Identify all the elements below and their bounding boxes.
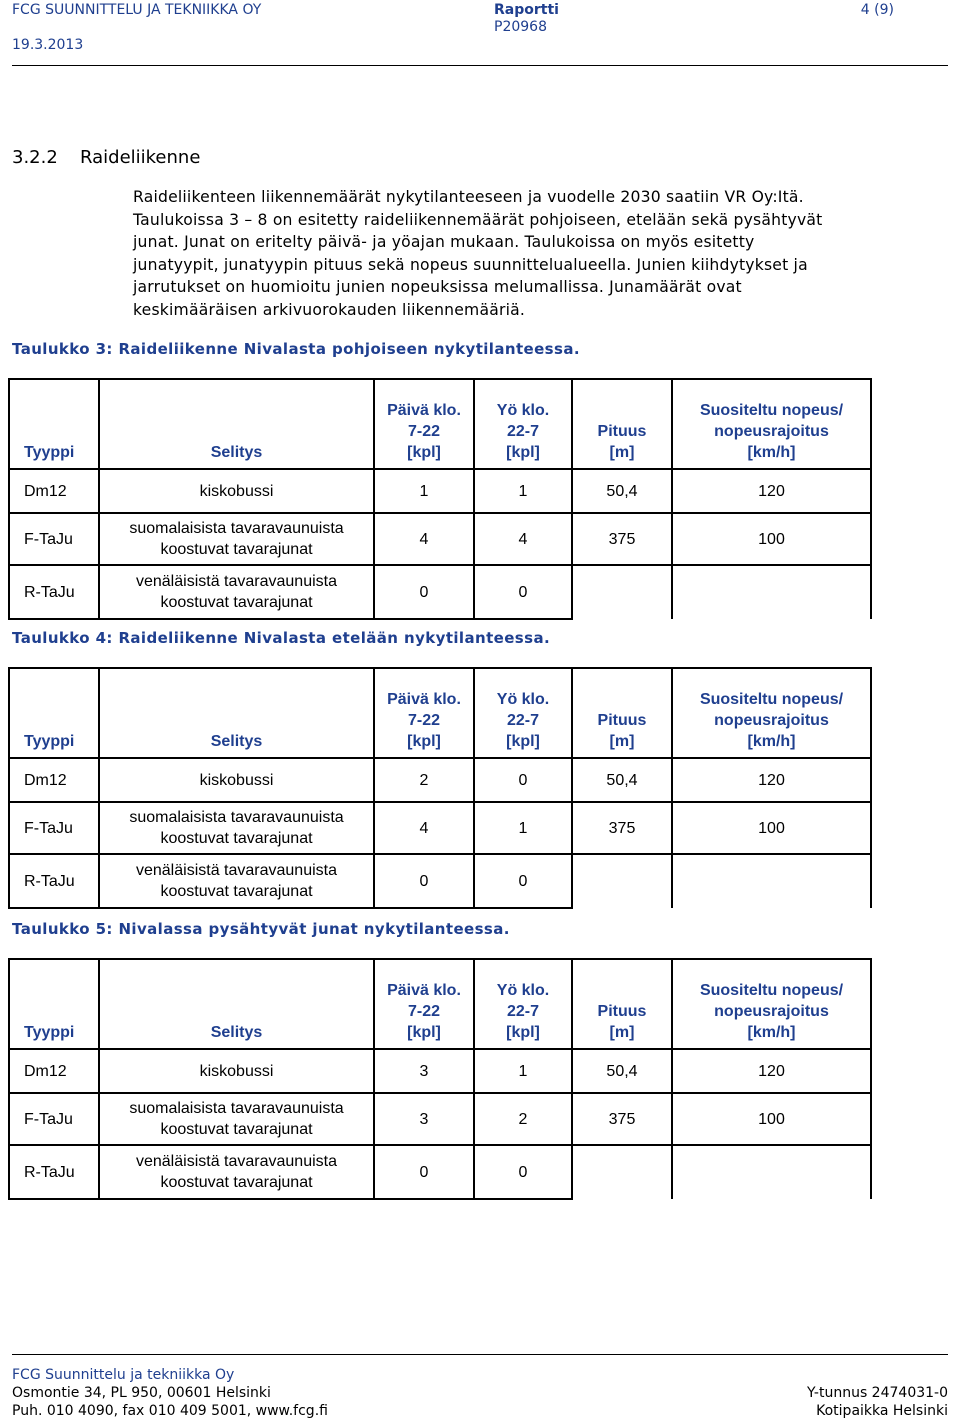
cell-day: 4 (374, 802, 474, 854)
section-number: 3.2.2 (12, 147, 58, 168)
table-row (9, 469, 871, 513)
col-header-night: Yö klo. 22-7 [kpl] (474, 959, 572, 1049)
header-doc-type: Raportti (494, 2, 559, 18)
cell-day: 0 (374, 854, 474, 908)
col-header-speed: Suositeltu nopeus/ nopeusrajoitus [km/h] (672, 668, 871, 758)
cell-night: 4 (474, 513, 572, 565)
col-header-length: Pituus [m] (572, 379, 672, 469)
cell-night: 1 (474, 802, 572, 854)
cell-day: 3 (374, 1049, 474, 1093)
footer-phone: Puh. 010 4090, fax 010 409 5001, www.fcg.fi (12, 1403, 328, 1419)
col-header-type: Tyyppi (9, 668, 99, 758)
cell-day: 1 (374, 469, 474, 513)
col-header-speed: Suositeltu nopeus/ nopeusrajoitus [km/h] (672, 379, 871, 469)
cell-speed: 120 (672, 758, 871, 802)
intro-line: jarrutukset on huomioitu junien nopeuksissa melumallissa. Junamäärät ovat (133, 278, 742, 297)
footer-business-id: Y-tunnus 2474031-0 (807, 1385, 948, 1401)
cell-length: 375 (572, 513, 672, 565)
table-row (9, 1145, 871, 1199)
cell-night: 0 (474, 758, 572, 802)
col-header-length: Pituus [m] (572, 668, 672, 758)
table-caption: Taulukko 5: Nivalassa pysähtyvät junat nykytilanteessa. (12, 920, 510, 938)
cell-speed (672, 1145, 871, 1199)
cell-type: R-TaJu (9, 1145, 99, 1199)
cell-length: 50,4 (572, 1049, 672, 1093)
cell-speed: 100 (672, 513, 871, 565)
cell-type: Dm12 (9, 469, 99, 513)
section-heading (12, 147, 200, 168)
intro-line: junat. Junat on eritelty päivä- ja yöajan mukaan. Taulukoissa on myös esitetty (133, 233, 755, 252)
footer-company: FCG Suunnittelu ja tekniikka Oy (12, 1367, 235, 1383)
table-row (9, 854, 871, 908)
table-row (9, 565, 871, 619)
cell-type: Dm12 (9, 1049, 99, 1093)
cell-night: 2 (474, 1093, 572, 1145)
cell-speed: 120 (672, 469, 871, 513)
intro-line: junatyypit, junatyypin pituus sekä nopeus suunnittelualueella. Junien kiihdytykset ja (133, 255, 808, 274)
cell-length: 375 (572, 1093, 672, 1145)
cell-length: 50,4 (572, 758, 672, 802)
cell-desc: kiskobussi (99, 469, 374, 513)
table-header-row (9, 959, 871, 1049)
table-row (9, 802, 871, 854)
cell-type: R-TaJu (9, 565, 99, 619)
table-row (9, 1049, 871, 1093)
cell-desc: suomalaisista tavaravaunuista koostuvat tavarajunat (99, 1093, 374, 1145)
traffic-table (8, 958, 872, 1200)
cell-speed: 120 (672, 1049, 871, 1093)
header-project-number: P20968 (494, 19, 547, 35)
cell-length (572, 854, 672, 908)
table-header-row (9, 668, 871, 758)
col-header-speed: Suositeltu nopeus/ nopeusrajoitus [km/h] (672, 959, 871, 1049)
cell-day: 0 (374, 1145, 474, 1199)
cell-desc: kiskobussi (99, 758, 374, 802)
traffic-table (8, 667, 872, 909)
cell-night: 0 (474, 565, 572, 619)
cell-length: 50,4 (572, 469, 672, 513)
col-header-day: Päivä klo. 7-22 [kpl] (374, 379, 474, 469)
intro-line: keskimääräisen arkivuorokauden liikennemääriä. (133, 300, 526, 319)
header-date: 19.3.2013 (12, 37, 84, 53)
section-title: Raideliikenne (80, 147, 201, 168)
cell-type: F-TaJu (9, 802, 99, 854)
cell-desc: venäläisistä tavaravaunuista koostuvat tavarajunat (99, 854, 374, 908)
traffic-table (8, 378, 872, 620)
table-caption: Taulukko 3: Raideliikenne Nivalasta pohjoiseen nykytilanteessa. (12, 340, 580, 358)
cell-speed (672, 565, 871, 619)
cell-speed (672, 854, 871, 908)
cell-length (572, 565, 672, 619)
intro-paragraph (133, 186, 933, 322)
cell-desc: venäläisistä tavaravaunuista koostuvat tavarajunat (99, 1145, 374, 1199)
cell-length (572, 1145, 672, 1199)
cell-desc: suomalaisista tavaravaunuista koostuvat tavarajunat (99, 513, 374, 565)
cell-day: 3 (374, 1093, 474, 1145)
header-page-number: 4 (9) (860, 2, 894, 18)
footer-domicile: Kotipaikka Helsinki (816, 1403, 948, 1419)
page-header (12, 0, 948, 66)
cell-day: 4 (374, 513, 474, 565)
cell-type: R-TaJu (9, 854, 99, 908)
cell-length: 375 (572, 802, 672, 854)
footer-address: Osmontie 34, PL 950, 00601 Helsinki (12, 1385, 271, 1401)
col-header-desc: Selitys (99, 379, 374, 469)
col-header-type: Tyyppi (9, 379, 99, 469)
cell-night: 0 (474, 1145, 572, 1199)
cell-night: 1 (474, 1049, 572, 1093)
cell-desc: kiskobussi (99, 1049, 374, 1093)
table-caption: Taulukko 4: Raideliikenne Nivalasta etelään nykytilanteessa. (12, 629, 551, 647)
cell-day: 0 (374, 565, 474, 619)
intro-line: Taulukoissa 3 – 8 on esitetty raideliikennemäärät pohjoiseen, etelään sekä pysähtyvät (133, 210, 823, 229)
table-row (9, 1093, 871, 1145)
cell-desc: suomalaisista tavaravaunuista koostuvat tavarajunat (99, 802, 374, 854)
cell-desc: venäläisistä tavaravaunuista koostuvat tavarajunat (99, 565, 374, 619)
cell-speed: 100 (672, 802, 871, 854)
cell-night: 0 (474, 854, 572, 908)
col-header-type: Tyyppi (9, 959, 99, 1049)
cell-type: Dm12 (9, 758, 99, 802)
cell-type: F-TaJu (9, 1093, 99, 1145)
col-header-night: Yö klo. 22-7 [kpl] (474, 379, 572, 469)
col-header-day: Päivä klo. 7-22 [kpl] (374, 668, 474, 758)
header-company: FCG SUUNNITTELU JA TEKNIIKKA OY (12, 2, 262, 18)
col-header-desc: Selitys (99, 959, 374, 1049)
intro-line: Raideliikenteen liikennemäärät nykytilanteeseen ja vuodelle 2030 saatiin VR Oy:Itä. (133, 188, 804, 206)
table-row (9, 513, 871, 565)
cell-night: 1 (474, 469, 572, 513)
col-header-day: Päivä klo. 7-22 [kpl] (374, 959, 474, 1049)
cell-day: 2 (374, 758, 474, 802)
table-header-row (9, 379, 871, 469)
col-header-length: Pituus [m] (572, 959, 672, 1049)
col-header-night: Yö klo. 22-7 [kpl] (474, 668, 572, 758)
cell-speed: 100 (672, 1093, 871, 1145)
page-footer (12, 1354, 948, 1421)
col-header-desc: Selitys (99, 668, 374, 758)
cell-type: F-TaJu (9, 513, 99, 565)
table-row (9, 758, 871, 802)
